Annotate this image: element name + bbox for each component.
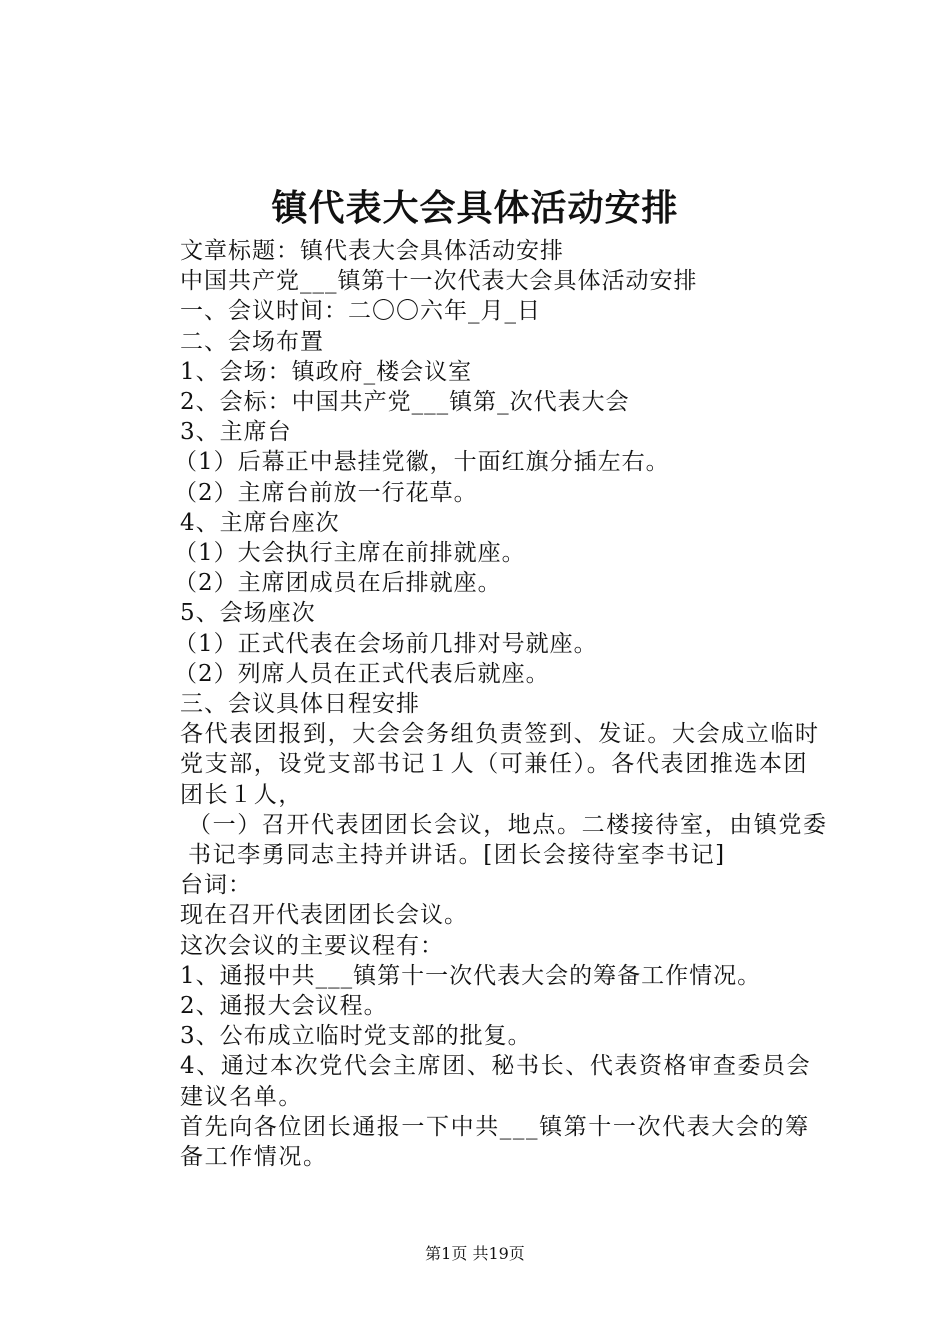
section-heading: 一、会议时间：二〇〇六年_月_日 bbox=[180, 298, 541, 325]
sub-list-item: （2）主席团成员在后排就座。 bbox=[174, 570, 502, 597]
document-title: 镇代表大会具体活动安排 bbox=[271, 187, 679, 229]
paragraph: 各代表团报到，大会会务组负责签到、发证。大会成立临时党支部，设党支部书记１人（可兼任）。各代表团推选本团团长１人， bbox=[180, 721, 820, 808]
list-item: 1、会场：镇政府_楼会议室 bbox=[180, 358, 473, 385]
list-item: 2、通报大会议程。 bbox=[180, 993, 388, 1020]
sub-list-item: （2）列席人员在正式代表后就座。 bbox=[174, 660, 550, 687]
list-item: 3、公布成立临时党支部的批复。 bbox=[180, 1023, 532, 1050]
paragraph: 现在召开代表团团长会议。 bbox=[180, 902, 468, 929]
meeting-name-line: 中国共产党___镇第十一次代表大会具体活动安排 bbox=[180, 268, 698, 295]
sub-list-item: （1）正式代表在会场前几排对号就座。 bbox=[174, 630, 598, 657]
paragraph: 首先向各位团长通报一下中共___镇第十一次代表大会的筹备工作情况。 bbox=[180, 1113, 810, 1171]
section-heading: 二、会场布置 bbox=[180, 328, 324, 355]
list-item: 4、通过本次党代会主席团、秘书长、代表资格审查委员会建议名单。 bbox=[180, 1053, 812, 1110]
sub-list-item: （1）后幕正中悬挂党徽，十面红旗分插左右。 bbox=[174, 449, 670, 476]
list-item: 1、通报中共___镇第十一次代表大会的筹备工作情况。 bbox=[180, 962, 762, 989]
article-title-line: 文章标题：镇代表大会具体活动安排 bbox=[180, 238, 564, 264]
paragraph: 这次会议的主要议程有： bbox=[180, 932, 444, 959]
page-number-footer: 第1页 共19页 bbox=[425, 1244, 525, 1263]
document-body bbox=[128, 236, 832, 1172]
list-item: 5、会场座次 bbox=[180, 600, 316, 627]
list-item: 2、会标：中国共产党___镇第_次代表大会 bbox=[180, 389, 630, 416]
list-item: 4、主席台座次 bbox=[180, 509, 340, 536]
list-item: 3、主席台 bbox=[180, 419, 292, 446]
section-heading: 三、会议具体日程安排 bbox=[180, 691, 420, 718]
paragraph: 台词： bbox=[180, 872, 252, 899]
sub-list-item: （2）主席台前放一行花草。 bbox=[174, 479, 478, 506]
sub-list-item: （1）大会执行主席在前排就座。 bbox=[174, 540, 526, 567]
paragraph: （一）召开代表团团长会议，地点。二楼接待室，由镇党委书记李勇同志主持并讲话。[团长会接待室李书记] bbox=[188, 811, 828, 869]
